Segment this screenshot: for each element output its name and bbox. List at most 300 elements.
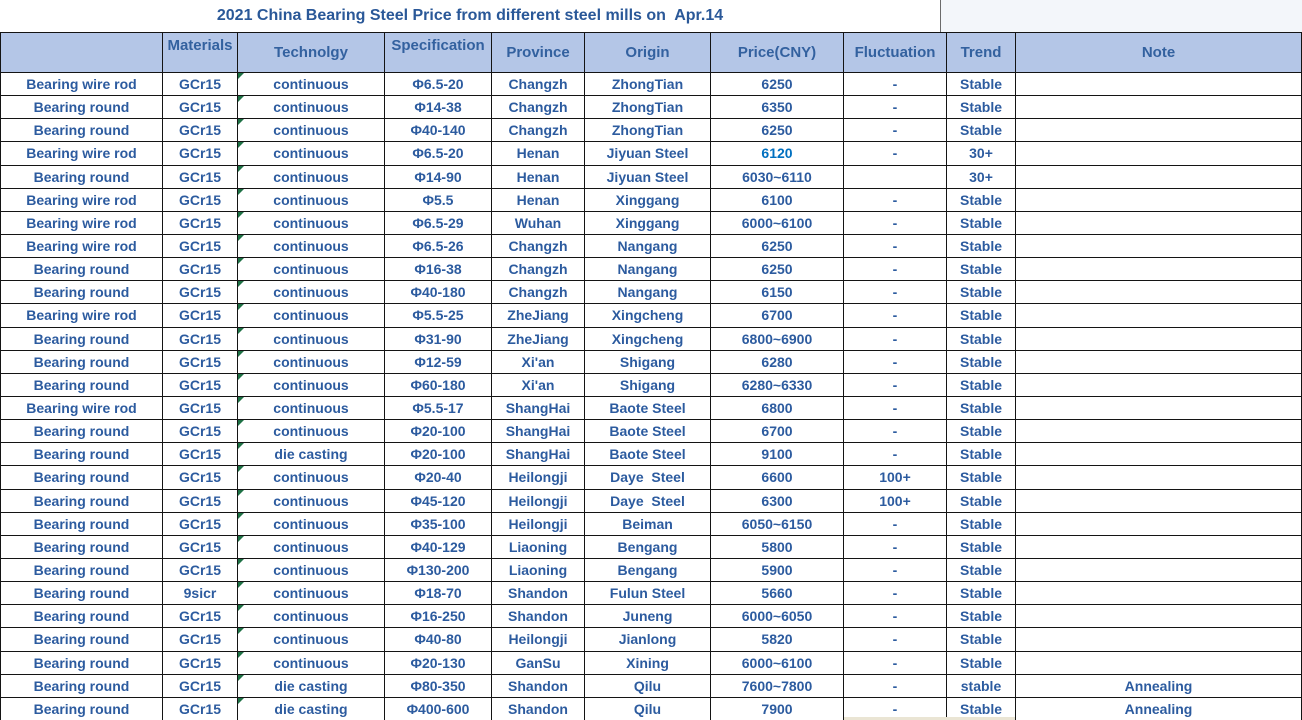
cell-price[interactable]: 6250 — [711, 119, 844, 142]
cell-materials[interactable]: 9sicr — [163, 582, 238, 605]
cell-province[interactable]: Shandon — [492, 605, 585, 628]
cell-price[interactable]: 6600 — [711, 466, 844, 489]
cell-origin[interactable]: Qilu — [585, 698, 711, 720]
cell-note[interactable] — [1016, 513, 1302, 536]
cell-materials[interactable]: GCr15 — [163, 189, 238, 212]
cell-province[interactable]: ShangHai — [492, 397, 585, 420]
cell-trend[interactable]: Stable — [947, 374, 1016, 397]
cell-note[interactable] — [1016, 605, 1302, 628]
cell-specification[interactable]: Φ20-100 — [385, 443, 492, 466]
cell-province[interactable]: Heilongji — [492, 513, 585, 536]
cell-price[interactable]: 6000~6100 — [711, 212, 844, 235]
cell-technology[interactable]: continuous — [238, 374, 385, 397]
cell-technology[interactable]: continuous — [238, 212, 385, 235]
cell-trend[interactable]: Stable — [947, 490, 1016, 513]
cell-note[interactable] — [1016, 652, 1302, 675]
header-cell-materials[interactable]: Materials — [163, 33, 238, 73]
cell-price[interactable]: 6250 — [711, 235, 844, 258]
cell-fluctuation[interactable]: - — [844, 698, 947, 720]
header-cell-trend[interactable]: Trend — [947, 33, 1016, 73]
cell-province[interactable]: Changzh — [492, 119, 585, 142]
header-cell-product[interactable] — [1, 33, 163, 73]
cell-trend[interactable]: Stable — [947, 397, 1016, 420]
cell-fluctuation[interactable]: - — [844, 212, 947, 235]
cell-product[interactable]: Bearing round — [1, 96, 163, 119]
cell-specification[interactable]: Φ5.5-17 — [385, 397, 492, 420]
cell-price[interactable]: 6000~6050 — [711, 605, 844, 628]
error-indicator-triangle-icon — [238, 466, 244, 472]
cell-origin[interactable]: ZhongTian — [585, 96, 711, 119]
cell-province[interactable]: Changzh — [492, 73, 585, 96]
cell-trend[interactable]: Stable — [947, 189, 1016, 212]
cell-technology[interactable]: continuous — [238, 513, 385, 536]
cell-trend[interactable]: Stable — [947, 605, 1016, 628]
header-cell-fluctuation[interactable]: Fluctuation — [844, 33, 947, 73]
price-table — [0, 32, 1302, 720]
cell-province[interactable]: Changzh — [492, 235, 585, 258]
cell-price[interactable]: 5900 — [711, 559, 844, 582]
cell-price[interactable]: 5660 — [711, 582, 844, 605]
cell-materials[interactable]: GCr15 — [163, 374, 238, 397]
cell-materials[interactable]: GCr15 — [163, 304, 238, 327]
cell-fluctuation[interactable]: - — [844, 328, 947, 351]
cell-materials[interactable]: GCr15 — [163, 605, 238, 628]
cell-specification[interactable]: Φ40-80 — [385, 628, 492, 651]
cell-fluctuation[interactable]: - — [844, 605, 947, 628]
cell-technology[interactable]: continuous — [238, 582, 385, 605]
cell-materials[interactable]: GCr15 — [163, 73, 238, 96]
cell-origin[interactable]: Xingcheng — [585, 328, 711, 351]
cell-product[interactable]: Bearing round — [1, 351, 163, 374]
cell-materials[interactable]: GCr15 — [163, 328, 238, 351]
cell-note[interactable] — [1016, 281, 1302, 304]
cell-province[interactable]: Xi'an — [492, 374, 585, 397]
cell-technology[interactable]: die casting — [238, 675, 385, 698]
cell-price[interactable]: 6000~6100 — [711, 652, 844, 675]
cell-materials[interactable]: GCr15 — [163, 351, 238, 374]
cell-technology[interactable]: continuous — [238, 235, 385, 258]
error-indicator-triangle-icon — [238, 258, 244, 264]
cell-province[interactable]: GanSu — [492, 652, 585, 675]
cell-note[interactable] — [1016, 166, 1302, 189]
cell-technology[interactable]: continuous — [238, 328, 385, 351]
cell-province[interactable]: Liaoning — [492, 559, 585, 582]
cell-province[interactable]: ShangHai — [492, 420, 585, 443]
cell-origin[interactable]: Nangang — [585, 258, 711, 281]
cell-province[interactable]: Changzh — [492, 96, 585, 119]
cell-fluctuation[interactable]: - — [844, 142, 947, 165]
cell-fluctuation[interactable]: - — [844, 281, 947, 304]
cell-note[interactable] — [1016, 328, 1302, 351]
cell-trend[interactable]: Stable — [947, 281, 1016, 304]
cell-trend[interactable]: 30+ — [947, 142, 1016, 165]
cell-product[interactable]: Bearing round — [1, 559, 163, 582]
cell-note[interactable] — [1016, 304, 1302, 327]
cell-specification[interactable]: Φ5.5 — [385, 189, 492, 212]
cell-trend[interactable]: Stable — [947, 420, 1016, 443]
cell-origin[interactable]: Bengang — [585, 559, 711, 582]
cell-specification[interactable]: Φ6.5-29 — [385, 212, 492, 235]
cell-specification[interactable]: Φ16-38 — [385, 258, 492, 281]
cell-product[interactable]: Bearing round — [1, 420, 163, 443]
cell-trend[interactable]: Stable — [947, 513, 1016, 536]
cell-trend[interactable]: Stable — [947, 559, 1016, 582]
cell-technology[interactable]: continuous — [238, 281, 385, 304]
cell-price[interactable]: 5820 — [711, 628, 844, 651]
header-cell-technology[interactable]: Technolgy — [238, 33, 385, 73]
cell-product[interactable]: Bearing round — [1, 652, 163, 675]
cell-product[interactable]: Bearing round — [1, 513, 163, 536]
cell-technology[interactable]: continuous — [238, 397, 385, 420]
cell-province[interactable]: ShangHai — [492, 443, 585, 466]
cell-note[interactable] — [1016, 397, 1302, 420]
cell-origin[interactable]: Shigang — [585, 351, 711, 374]
cell-technology[interactable]: continuous — [238, 559, 385, 582]
cell-fluctuation[interactable]: - — [844, 351, 947, 374]
cell-fluctuation[interactable]: - — [844, 443, 947, 466]
cell-specification[interactable]: Φ5.5-25 — [385, 304, 492, 327]
cell-specification[interactable]: Φ40-129 — [385, 536, 492, 559]
cell-province[interactable]: Shandon — [492, 698, 585, 720]
cell-fluctuation[interactable]: 100+ — [844, 466, 947, 489]
cell-fluctuation[interactable]: - — [844, 652, 947, 675]
cell-materials[interactable]: GCr15 — [163, 397, 238, 420]
cell-origin[interactable]: Bengang — [585, 536, 711, 559]
cell-product[interactable]: Bearing round — [1, 258, 163, 281]
cell-province[interactable]: Liaoning — [492, 536, 585, 559]
cell-price[interactable]: 6030~6110 — [711, 166, 844, 189]
cell-note[interactable] — [1016, 189, 1302, 212]
cell-product[interactable]: Bearing round — [1, 328, 163, 351]
cell-trend[interactable]: Stable — [947, 328, 1016, 351]
cell-materials[interactable]: GCr15 — [163, 490, 238, 513]
cell-trend[interactable]: Stable — [947, 698, 1016, 720]
cell-price[interactable]: 6050~6150 — [711, 513, 844, 536]
cell-origin[interactable]: Baote Steel — [585, 443, 711, 466]
cell-product[interactable]: Bearing round — [1, 281, 163, 304]
cell-trend[interactable]: Stable — [947, 212, 1016, 235]
cell-trend[interactable]: Stable — [947, 96, 1016, 119]
cell-product[interactable]: Bearing wire rod — [1, 212, 163, 235]
cell-product[interactable]: Bearing round — [1, 166, 163, 189]
cell-price[interactable]: 6800~6900 — [711, 328, 844, 351]
cell-note[interactable] — [1016, 420, 1302, 443]
cell-specification[interactable]: Φ60-180 — [385, 374, 492, 397]
cell-fluctuation[interactable]: - — [844, 559, 947, 582]
cell-fluctuation[interactable]: - — [844, 119, 947, 142]
cell-origin[interactable]: Fulun Steel — [585, 582, 711, 605]
cell-price[interactable]: 6150 — [711, 281, 844, 304]
cell-trend[interactable]: Stable — [947, 443, 1016, 466]
cell-product[interactable]: Bearing wire rod — [1, 189, 163, 212]
cell-price[interactable]: 6100 — [711, 189, 844, 212]
cell-product[interactable]: Bearing round — [1, 536, 163, 559]
cell-product[interactable]: Bearing wire rod — [1, 73, 163, 96]
cell-province[interactable]: Henan — [492, 142, 585, 165]
cell-origin[interactable]: Jianlong — [585, 628, 711, 651]
cell-materials[interactable]: GCr15 — [163, 119, 238, 142]
cell-fluctuation[interactable]: - — [844, 675, 947, 698]
cell-technology[interactable]: continuous — [238, 466, 385, 489]
cell-materials[interactable]: GCr15 — [163, 235, 238, 258]
cell-technology[interactable]: continuous — [238, 628, 385, 651]
cell-fluctuation[interactable]: - — [844, 628, 947, 651]
cell-fluctuation[interactable]: - — [844, 374, 947, 397]
cell-origin[interactable]: Jiyuan Steel — [585, 142, 711, 165]
cell-province[interactable]: Changzh — [492, 258, 585, 281]
cell-province[interactable]: Heilongji — [492, 490, 585, 513]
cell-materials[interactable]: GCr15 — [163, 628, 238, 651]
cell-note[interactable] — [1016, 536, 1302, 559]
cell-materials[interactable]: GCr15 — [163, 675, 238, 698]
cell-technology[interactable]: continuous — [238, 652, 385, 675]
cell-product[interactable]: Bearing round — [1, 605, 163, 628]
cell-origin[interactable]: Xinggang — [585, 212, 711, 235]
header-cell-note[interactable]: Note — [1016, 33, 1302, 73]
header-cell-specification[interactable]: Specification — [385, 33, 492, 73]
cell-note[interactable]: Annealing — [1016, 675, 1302, 698]
cell-technology[interactable]: die casting — [238, 698, 385, 720]
cell-price[interactable]: 6250 — [711, 258, 844, 281]
cell-note[interactable] — [1016, 374, 1302, 397]
cell-price[interactable]: 7600~7800 — [711, 675, 844, 698]
cell-origin[interactable]: Juneng — [585, 605, 711, 628]
cell-price[interactable]: 6350 — [711, 96, 844, 119]
cell-product[interactable]: Bearing wire rod — [1, 397, 163, 420]
cell-origin[interactable]: Xinggang — [585, 189, 711, 212]
cell-product[interactable]: Bearing round — [1, 466, 163, 489]
cell-product[interactable]: Bearing round — [1, 119, 163, 142]
cell-note[interactable] — [1016, 96, 1302, 119]
cell-trend[interactable]: Stable — [947, 536, 1016, 559]
cell-specification[interactable]: Φ20-100 — [385, 420, 492, 443]
cell-province[interactable]: ZheJiang — [492, 304, 585, 327]
cell-note[interactable]: Annealing — [1016, 698, 1302, 720]
cell-specification[interactable]: Φ130-200 — [385, 559, 492, 582]
cell-fluctuation[interactable]: - — [844, 536, 947, 559]
cell-fluctuation[interactable]: - — [844, 235, 947, 258]
cell-note[interactable] — [1016, 142, 1302, 165]
cell-origin[interactable]: ZhongTian — [585, 119, 711, 142]
cell-price[interactable]: 6700 — [711, 304, 844, 327]
cell-product[interactable]: Bearing wire rod — [1, 235, 163, 258]
cell-trend[interactable]: Stable — [947, 652, 1016, 675]
cell-technology[interactable]: continuous — [238, 189, 385, 212]
cell-origin[interactable]: Daye Steel — [585, 466, 711, 489]
cell-specification[interactable]: Φ20-40 — [385, 466, 492, 489]
error-indicator-triangle-icon — [238, 212, 244, 218]
cell-trend[interactable]: stable — [947, 675, 1016, 698]
cell-product[interactable]: Bearing round — [1, 675, 163, 698]
cell-specification[interactable]: Φ14-38 — [385, 96, 492, 119]
cell-province[interactable]: Changzh — [492, 281, 585, 304]
table-title-cell[interactable] — [0, 0, 941, 32]
cell-trend[interactable]: 30+ — [947, 166, 1016, 189]
cell-materials[interactable]: GCr15 — [163, 513, 238, 536]
cell-specification[interactable]: Φ80-350 — [385, 675, 492, 698]
cell-materials[interactable]: GCr15 — [163, 258, 238, 281]
cell-technology[interactable]: continuous — [238, 605, 385, 628]
cell-materials[interactable]: GCr15 — [163, 466, 238, 489]
cell-specification[interactable]: Φ20-130 — [385, 652, 492, 675]
cell-product[interactable]: Bearing wire rod — [1, 304, 163, 327]
cell-province[interactable]: Xi'an — [492, 351, 585, 374]
cell-specification[interactable]: Φ31-90 — [385, 328, 492, 351]
cell-note[interactable] — [1016, 582, 1302, 605]
cell-fluctuation[interactable]: - — [844, 304, 947, 327]
cell-fluctuation[interactable] — [844, 166, 947, 189]
cell-price[interactable]: 5800 — [711, 536, 844, 559]
cell-trend[interactable]: Stable — [947, 73, 1016, 96]
cell-fluctuation[interactable]: - — [844, 258, 947, 281]
error-indicator-triangle-icon — [238, 119, 244, 125]
cell-technology[interactable]: continuous — [238, 96, 385, 119]
header-cell-price[interactable]: Price(CNY) — [711, 33, 844, 73]
cell-note[interactable] — [1016, 559, 1302, 582]
cell-trend[interactable]: Stable — [947, 258, 1016, 281]
cell-materials[interactable]: GCr15 — [163, 420, 238, 443]
cell-specification[interactable]: Φ6.5-20 — [385, 73, 492, 96]
cell-fluctuation[interactable]: - — [844, 73, 947, 96]
cell-origin[interactable]: Xining — [585, 652, 711, 675]
cell-materials[interactable]: GCr15 — [163, 698, 238, 720]
cell-trend[interactable]: Stable — [947, 304, 1016, 327]
cell-origin[interactable]: Xingcheng — [585, 304, 711, 327]
cell-technology[interactable]: die casting — [238, 443, 385, 466]
cell-specification[interactable]: Φ40-140 — [385, 119, 492, 142]
cell-product[interactable]: Bearing round — [1, 374, 163, 397]
cell-materials[interactable]: GCr15 — [163, 142, 238, 165]
error-indicator-triangle-icon — [238, 328, 244, 334]
cell-specification[interactable]: Φ40-180 — [385, 281, 492, 304]
cell-technology[interactable]: continuous — [238, 258, 385, 281]
cell-technology[interactable]: continuous — [238, 420, 385, 443]
cell-specification[interactable]: Φ400-600 — [385, 698, 492, 720]
cell-note[interactable] — [1016, 258, 1302, 281]
cell-origin[interactable]: Baote Steel — [585, 397, 711, 420]
cell-province[interactable]: Henan — [492, 189, 585, 212]
cell-note[interactable] — [1016, 466, 1302, 489]
cell-origin[interactable]: Daye Steel — [585, 490, 711, 513]
cell-product[interactable]: Bearing round — [1, 443, 163, 466]
error-indicator-triangle-icon — [238, 189, 244, 195]
cell-trend[interactable]: Stable — [947, 628, 1016, 651]
cell-province[interactable]: Heilongji — [492, 628, 585, 651]
cell-price[interactable]: 6280 — [711, 351, 844, 374]
cell-province[interactable]: Wuhan — [492, 212, 585, 235]
cell-origin[interactable]: Shigang — [585, 374, 711, 397]
cell-technology[interactable]: continuous — [238, 351, 385, 374]
cell-fluctuation[interactable]: - — [844, 189, 947, 212]
cell-note[interactable] — [1016, 351, 1302, 374]
cell-price[interactable]: 6280~6330 — [711, 374, 844, 397]
cell-fluctuation[interactable]: - — [844, 582, 947, 605]
cell-origin[interactable]: Beiman — [585, 513, 711, 536]
cell-note[interactable] — [1016, 490, 1302, 513]
cell-note[interactable] — [1016, 235, 1302, 258]
table-title: 2021 China Bearing Steel Price from different steel mills on Apr.14 — [216, 7, 724, 24]
cell-technology[interactable]: continuous — [238, 119, 385, 142]
header-cell-province[interactable]: Province — [492, 33, 585, 73]
cell-price[interactable]: 6300 — [711, 490, 844, 513]
cell-technology[interactable]: continuous — [238, 142, 385, 165]
cell-price[interactable]: 7900 — [711, 698, 844, 720]
cell-technology[interactable]: continuous — [238, 304, 385, 327]
cell-specification[interactable]: Φ16-250 — [385, 605, 492, 628]
cell-technology[interactable]: continuous — [238, 536, 385, 559]
cell-product[interactable]: Bearing wire rod — [1, 142, 163, 165]
cell-trend[interactable]: Stable — [947, 119, 1016, 142]
cell-province[interactable]: Shandon — [492, 582, 585, 605]
cell-specification[interactable]: Φ12-59 — [385, 351, 492, 374]
cell-note[interactable] — [1016, 443, 1302, 466]
cell-fluctuation[interactable]: 100+ — [844, 490, 947, 513]
cell-product[interactable]: Bearing round — [1, 698, 163, 720]
cell-price[interactable]: 6250 — [711, 73, 844, 96]
cell-specification[interactable]: Φ35-100 — [385, 513, 492, 536]
cell-price[interactable]: 6700 — [711, 420, 844, 443]
cell-origin[interactable]: Jiyuan Steel — [585, 166, 711, 189]
cell-materials[interactable]: GCr15 — [163, 212, 238, 235]
cell-technology[interactable]: continuous — [238, 73, 385, 96]
cell-materials[interactable]: GCr15 — [163, 96, 238, 119]
cell-note[interactable] — [1016, 628, 1302, 651]
cell-product[interactable]: Bearing round — [1, 628, 163, 651]
cell-specification[interactable]: Φ6.5-20 — [385, 142, 492, 165]
cell-province[interactable]: Shandon — [492, 675, 585, 698]
cell-price[interactable]: 9100 — [711, 443, 844, 466]
cell-specification[interactable]: Φ6.5-26 — [385, 235, 492, 258]
cell-materials[interactable]: GCr15 — [163, 166, 238, 189]
cell-materials[interactable]: GCr15 — [163, 536, 238, 559]
header-cell-origin[interactable]: Origin — [585, 33, 711, 73]
cell-origin[interactable]: ZhongTian — [585, 73, 711, 96]
cell-origin[interactable]: Nangang — [585, 281, 711, 304]
cell-materials[interactable]: GCr15 — [163, 559, 238, 582]
error-indicator-triangle-icon — [238, 304, 244, 310]
cell-technology[interactable]: continuous — [238, 490, 385, 513]
cell-fluctuation[interactable]: - — [844, 420, 947, 443]
cell-note[interactable] — [1016, 119, 1302, 142]
cell-specification[interactable]: Φ18-70 — [385, 582, 492, 605]
cell-fluctuation[interactable]: - — [844, 513, 947, 536]
cell-trend[interactable]: Stable — [947, 466, 1016, 489]
cell-materials[interactable]: GCr15 — [163, 443, 238, 466]
cell-product[interactable]: Bearing round — [1, 582, 163, 605]
cell-trend[interactable]: Stable — [947, 582, 1016, 605]
cell-origin[interactable]: Baote Steel — [585, 420, 711, 443]
cell-price[interactable]: 6120 — [711, 142, 844, 165]
cell-specification[interactable]: Φ14-90 — [385, 166, 492, 189]
cell-origin[interactable]: Qilu — [585, 675, 711, 698]
cell-materials[interactable]: GCr15 — [163, 281, 238, 304]
cell-trend[interactable]: Stable — [947, 351, 1016, 374]
cell-province[interactable]: Heilongji — [492, 466, 585, 489]
cell-province[interactable]: ZheJiang — [492, 328, 585, 351]
cell-origin[interactable]: Nangang — [585, 235, 711, 258]
cell-note[interactable] — [1016, 212, 1302, 235]
cell-note[interactable] — [1016, 73, 1302, 96]
cell-materials[interactable]: GCr15 — [163, 652, 238, 675]
cell-fluctuation[interactable]: - — [844, 96, 947, 119]
cell-product[interactable]: Bearing round — [1, 490, 163, 513]
cell-price[interactable]: 6800 — [711, 397, 844, 420]
cell-fluctuation[interactable]: - — [844, 397, 947, 420]
cell-province[interactable]: Henan — [492, 166, 585, 189]
cell-technology[interactable]: continuous — [238, 166, 385, 189]
cell-specification[interactable]: Φ45-120 — [385, 490, 492, 513]
cell-trend[interactable]: Stable — [947, 235, 1016, 258]
